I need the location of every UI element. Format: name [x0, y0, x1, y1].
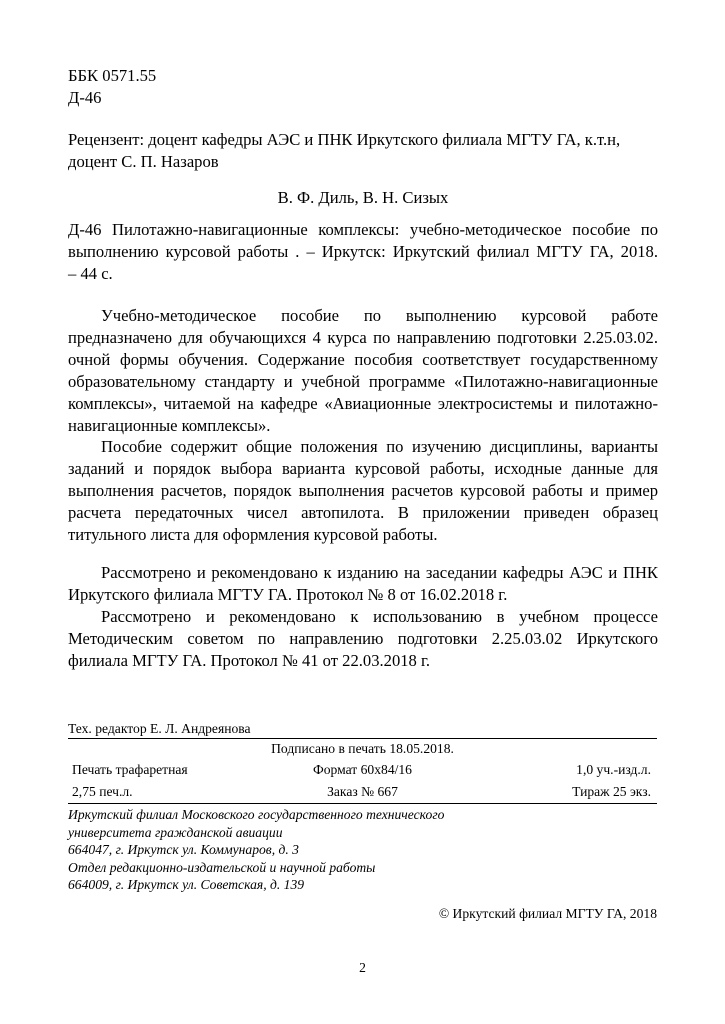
bbk-block: [68, 65, 658, 109]
bbk-code: ББК 0571.55: [68, 66, 157, 85]
description-line-2: выполнению курсовой работы . – Иркутск: Иркутский филиал МГТУ ГА, 2018.: [68, 242, 658, 261]
signed-for-print: Подписано в печать 18.05.2018.: [68, 739, 657, 760]
order-number: Заказ № 667: [268, 781, 456, 804]
reviewer-line-1: Рецензент: доцент кафедры АЭС и ПНК Иркутского филиала МГТУ ГА, к.т.н,: [68, 130, 621, 149]
publisher-line-4: Отдел редакционно-издательской и научной работы: [68, 859, 376, 875]
edition-sheets: 1,0 уч.-изд.л.: [576, 762, 651, 777]
paper-format: Формат 60х84/16: [312, 762, 412, 777]
circulation: Тираж 25 экз.: [457, 781, 657, 804]
copyright: © Иркутский филиал МГТУ ГА, 2018: [438, 906, 657, 921]
reviewer-line-2: доцент С. П. Назаров: [68, 152, 219, 171]
abstract-paragraph-1: Учебно-методическое пособие по выполнению курсовой работе предназначено для обучающихся 4 курса по направлению подготовки 2.25.03.02. очной формы обучения. Содержание пособия соответствует государственному образовательному стандарту и учебной программе «Пилотажно-навигационные комплексы», читаемой на кафедре «Авиационные электросистемы и пилотажно-навигационные комплексы».: [68, 306, 658, 435]
description-line-3: – 44 с.: [68, 264, 113, 283]
reviewer-block: [68, 129, 658, 173]
approval-paragraph-1: Рассмотрено и рекомендовано к изданию на заседании кафедры АЭС и ПНК Иркутского филиала МГТУ ГА. Протокол № 8 от 16.02.2018 г.: [68, 563, 658, 604]
imprint-table: [68, 738, 657, 804]
print-type: Печать трафаретная: [72, 762, 188, 777]
authors: В. Ф. Диль, В. Н. Сизых: [277, 188, 449, 207]
abstract-paragraph-2: Пособие содержит общие положения по изучению дисциплины, варианты заданий и порядок выбора варианта курсовой работы, исходные данные для выполнения расчетов, порядок выполнения расчетов курсовой работы и пример расчета передаточных чисел автопилота. В приложении приведен образец титульного листа для оформления курсовой работы.: [68, 437, 658, 544]
publisher-line-1: Иркутский филиал Московского государственного технического: [68, 807, 445, 822]
bibliographic-description: [68, 219, 658, 285]
publisher-block: [68, 806, 658, 894]
printed-sheets: 2,75 печ.л.: [68, 781, 268, 804]
publisher-address-2: 664009, г. Иркутск ул. Советская, д. 139: [68, 877, 305, 893]
tech-editor: Тех. редактор Е. Л. Андреянова: [68, 721, 251, 736]
description-line-1: Д-46 Пилотажно-навигационные комплексы: учебно-методическое пособие по: [68, 220, 658, 239]
page-number: 2: [359, 960, 366, 975]
publisher-line-2: университета гражданской авиации: [68, 824, 283, 840]
book-index: Д-46: [68, 88, 102, 107]
approval-paragraph-2: Рассмотрено и рекомендовано к использованию в учебном процессе Методическим советом по направлению подготовки 2.25.03.02 Иркутского филиала МГТУ ГА. Протокол № 41 от 22.03.2018 г.: [68, 607, 658, 670]
publisher-address-1: 664047, г. Иркутск ул. Коммунаров, д. 3: [68, 842, 299, 858]
